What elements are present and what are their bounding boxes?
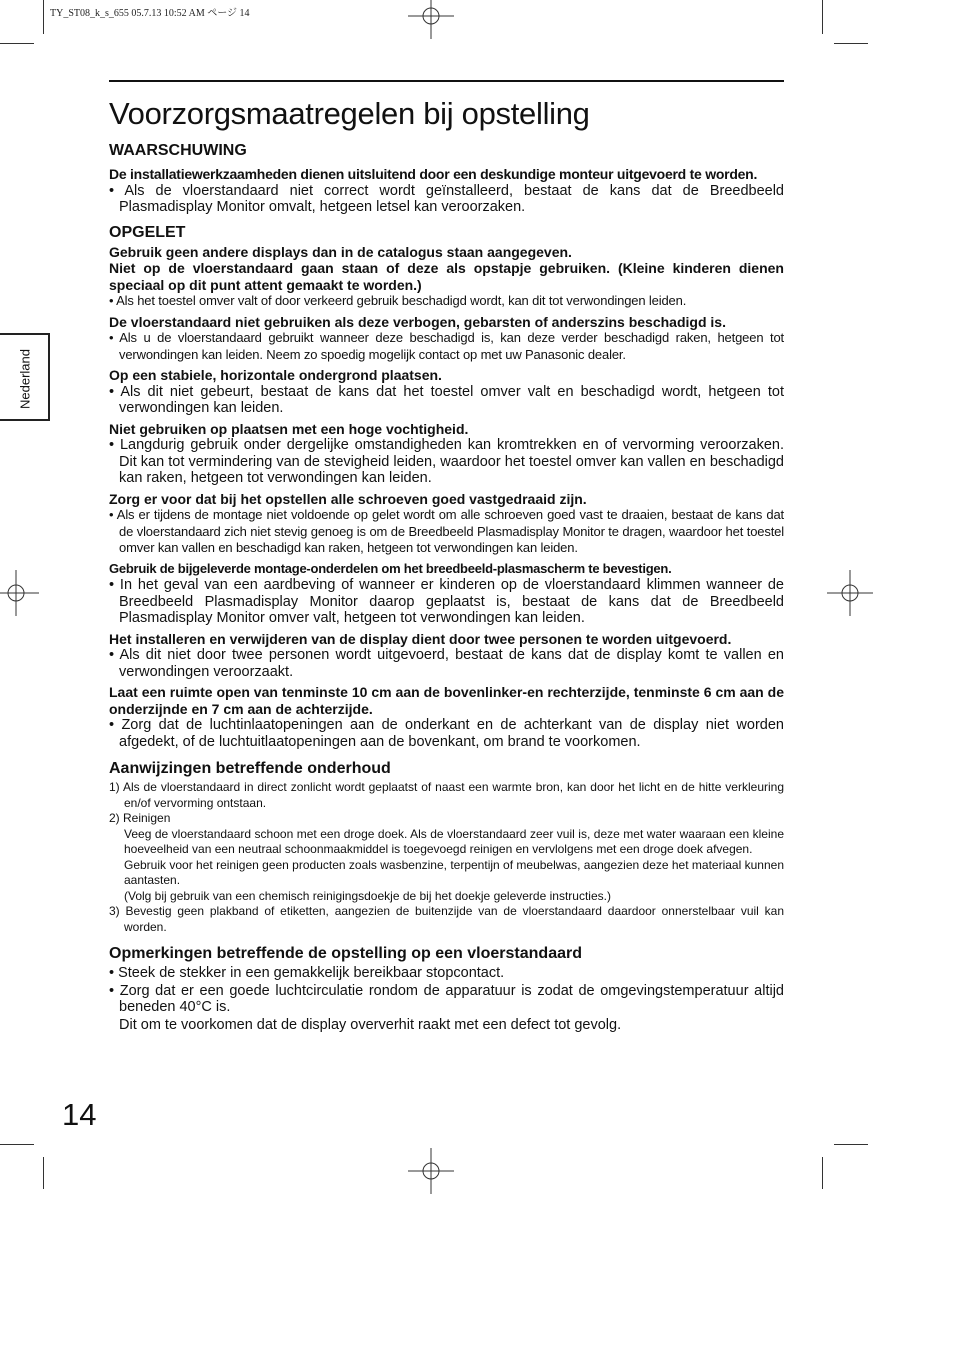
crop-mark: [822, 0, 823, 34]
page-title: Voorzorgsmaatregelen bij opstelling: [109, 96, 590, 131]
caution-bold: Gebruik de bijgeleverde montage-onderdelen om het breedbeeld-plasmascherm te bevestigen.: [109, 560, 672, 576]
caution-bullet: • Als dit niet gebeurt, bestaat de kans dat het toestel omver valt en beschadigd wordt, hetgeen tot verwondingen kan leiden.: [109, 383, 784, 416]
maintenance-section: [109, 760, 784, 935]
maintenance-item-text: (Volg bij gebruik van een chemisch reinigingsdoekje de bij het doekje geleverde instructies.): [124, 888, 611, 903]
warning-bullet: • Als de vloerstandaard niet correct wordt geïnstalleerd, bestaat de kans dat de Breedbeeld Plasmadisplay Monitor omvalt, hetgeen letsel kan veroorzaken.: [109, 182, 784, 215]
crop-mark: [0, 43, 34, 44]
language-tab-label: Nederland: [17, 349, 33, 409]
caution-bold: De vloerstandaard niet gebruiken als deze verbogen, gebarsten of anderszins beschadigd is.: [109, 313, 726, 330]
main-content: [109, 142, 784, 1034]
crop-mark: [834, 43, 868, 44]
caution-bold: Gebruik geen andere displays dan in de catalogus staan aangegeven.: [109, 243, 572, 260]
title-rule: [109, 80, 784, 82]
maintenance-item-text: Veeg de vloerstandaard schoon met een droge doek. Als de vloerstandaard zeer vuil is, deze met water waaraan een kleine hoeveelheid van een neutraal schoonmaakmiddel is toegevoegd reinigen en vervlolgens met een droge doek afvegen.: [124, 826, 784, 856]
registration-mark-icon: [408, 0, 454, 39]
caution-bullet: • Als het toestel omver valt of door verkeerd gebruik beschadigd wordt, kan dit tot verwondingen leiden.: [109, 293, 687, 308]
caution-bullet: • Als dit niet door twee personen wordt uitgevoerd, bestaat de kans dat de display komt te vallen en verwondingen veroorzaakt.: [109, 647, 784, 680]
crop-mark: [822, 1157, 823, 1189]
caution-bold: Op een stabiele, horizontale ondergrond plaatsen.: [109, 367, 442, 383]
remarks-heading: Opmerkingen betreffende de opstelling op een vloerstandaard: [109, 945, 582, 962]
remarks-note: Dit om te voorkomen dat de display oververhit raakt met een defect tot gevolg.: [119, 1016, 622, 1033]
caution-bullet: • Zorg dat de luchtinlaatopeningen aan de onderkant en de achterkant van de display niet worden afgedekt, of de luchtuitlaatopeningen aan de bovenkant, om brand te voorkomen.: [109, 717, 784, 750]
crop-mark: [834, 1144, 868, 1145]
crop-mark: [43, 0, 44, 34]
caution-section: [109, 224, 784, 751]
caution-bullet: • In het geval van een aardbeving of wanneer er kinderen op de vloerstandaard klimmen wanneer de Breedbeeld Plasmadisplay Monitor daarop geplaatst is, bestaat de kans dat de Breedbeeld Plasmadisplay Monitor omver valt, hetgeen tot verwondingen kan leiden.: [109, 577, 784, 626]
maintenance-item-text: Gebruik voor het reinigen geen producten zoals wasbenzine, terpentijn of meubelwas, aangezien deze het materiaal kunnen aantasten.: [124, 857, 784, 887]
caution-bullet: • Als er tijdens de montage niet voldoende op gelet wordt om alle schroeven goed vast te draaien, bestaat de kans dat de vloerstandaard zich niet stevig genoeg is om de Breedbeeld Plasmadisplay Monitor te dragen, waardoor het toestel omver kan vallen en beschadigd kan raken, hetgeen tot verwondingen kan leiden.: [109, 507, 784, 555]
remarks-bullet: • Zorg dat er een goede luchtcirculatie rondom de apparatuur is zodat de omgevingstemperatuur altijd beneden 40°C is.: [109, 982, 784, 1015]
remarks-section: [109, 945, 784, 1034]
language-tab: [0, 333, 50, 421]
crop-mark: [0, 1144, 34, 1145]
caution-bold: Zorg er voor dat bij het opstellen alle schroeven goed vastgedraaid zijn.: [109, 490, 587, 507]
warning-heading: WAARSCHUWING: [109, 142, 247, 159]
print-header-info: TY_ST08_k_s_655 05.7.13 10:52 AM ページ 14: [50, 8, 250, 19]
caution-bullet: • Langdurig gebruik onder dergelijke omstandigheden kan kromtrekken en of vervorming veroorzaken. Dit kan tot vermindering van de stevigheid leiden, waardoor het toestel omver kan vallen en beschadigd kan raken, hetgeen tot verwondingen kan leiden.: [109, 437, 784, 486]
maintenance-item: 3) Bevestig geen plakband of etiketten, aangezien de buitenzijde van de vloerstandaard daardoor onnerstelbaar vuil kan worden.: [109, 904, 784, 934]
warning-bold: De installatiewerkzaamheden dienen uitsluitend door een deskundige monteur uitgevoerd te worden.: [109, 166, 758, 182]
registration-mark-icon: [827, 570, 873, 616]
page-number: 14: [62, 1097, 97, 1132]
maintenance-item: 2) Reinigen: [109, 811, 171, 825]
maintenance-item: 1) Als de vloerstandaard in direct zonlicht wordt geplaatst of naast een warmte bron, kan door het licht en de hitte verkleuring en/of vervorming ontstaan.: [109, 780, 784, 810]
warning-section: [109, 142, 784, 216]
caution-bold: Laat een ruimte open van tenminste 10 cm aan de bovenlinker-en rechterzijde, tenminste 6 cm aan de onderzijnde en 7 cm aan de achterzijde.: [109, 684, 784, 717]
maintenance-heading: Aanwijzingen betreffende onderhoud: [109, 760, 391, 777]
caution-bold: Het installeren en verwijderen van de display dient door twee personen te worden uitgevoerd.: [109, 630, 732, 647]
registration-mark-icon: [408, 1148, 454, 1194]
caution-heading: OPGELET: [109, 223, 186, 241]
crop-mark: [43, 1157, 44, 1189]
caution-bold: Niet gebruiken op plaatsen met een hoge vochtigheid.: [109, 420, 469, 437]
registration-mark-icon: [0, 570, 39, 616]
caution-bold: Niet op de vloerstandaard gaan staan of deze als opstapje gebruiken. (Kleine kinderen dienen speciaal op dit punt attent gemaakt te worden.): [109, 260, 784, 293]
remarks-bullet: • Steek de stekker in een gemakkelijk bereikbaar stopcontact.: [109, 965, 505, 981]
caution-bullet: • Als u de vloerstandaard gebruikt wanneer deze beschadigd is, kan deze verder beschadigd raken, hetgeen tot verwondingen kan leiden. Neem zo spoedig mogelijk contact op met uw Panasonic dealer.: [109, 330, 784, 362]
